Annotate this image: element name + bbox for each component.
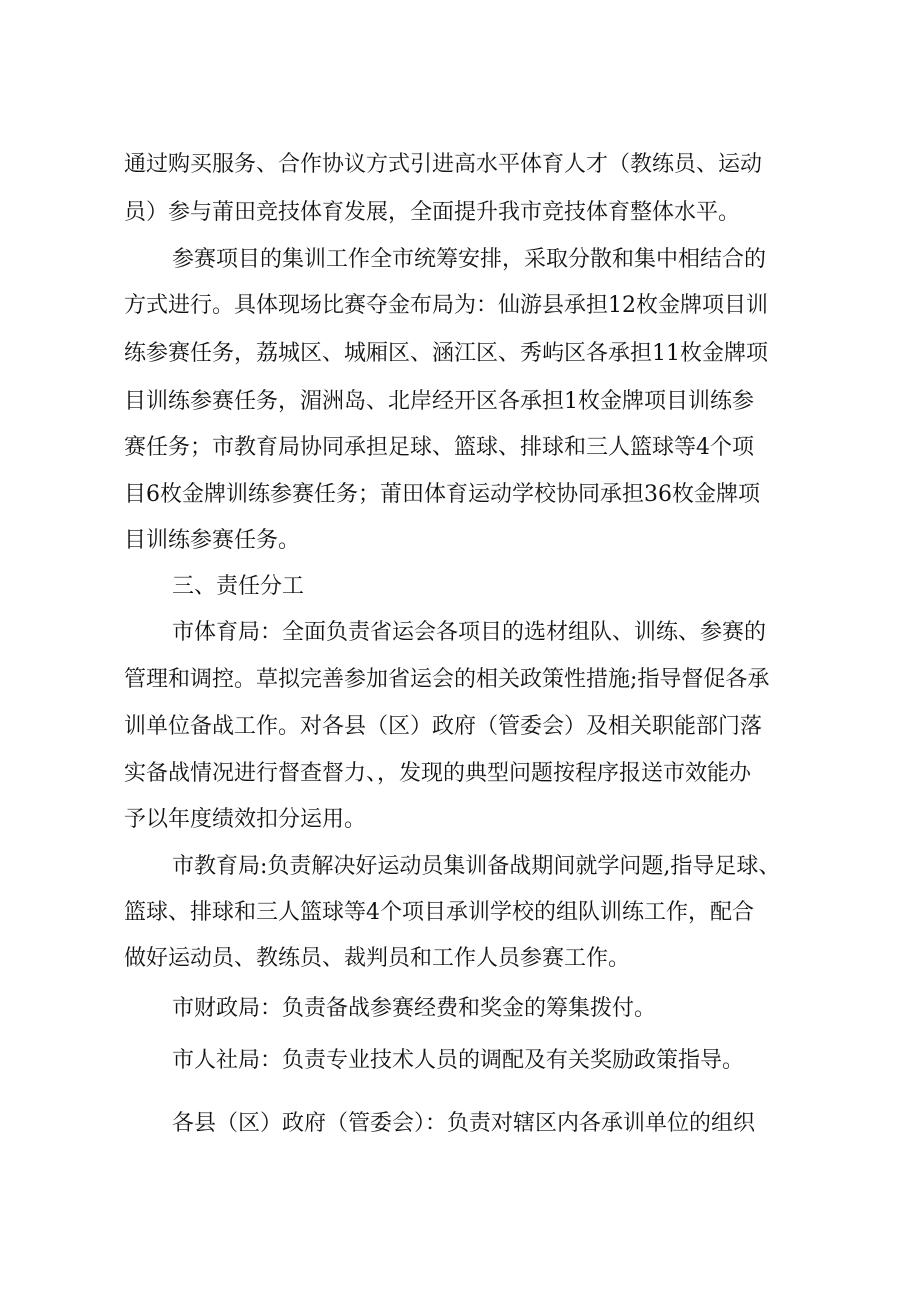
para2-line6: 目6枚金牌训练参赛任务；莆田体育运动学校协同承担36枚金牌项 <box>124 482 760 507</box>
para2-line2: 方式进行。具体现场比赛夺金布局为：仙游县承担12枚金牌项目训 <box>124 293 768 318</box>
sports-bureau-line3: 训单位备战工作。对各县（区）政府（管委会）及相关职能部门落 <box>124 714 763 739</box>
para2-line5: 赛任务；市教育局协同承担足球、篮球、排球和三人篮球等4个项 <box>124 435 754 460</box>
county-gov-line: 各县（区）政府（管委会）：负责对辖区内各承训单位的组织 <box>172 1111 756 1136</box>
para1-line2: 员）参与莆田竞技体育发展，全面提升我市竞技体育整体水平。 <box>124 200 741 225</box>
sports-bureau-line1: 市体育局：全面负责省运会各项目的选材组队、训练、参赛的 <box>172 620 767 645</box>
sports-bureau-line5: 予以年度绩效扣分运用。 <box>124 807 367 832</box>
para2-line4: 目训练参赛任务，湄洲岛、北岸经开区各承担1枚金牌项目训练参 <box>124 389 754 414</box>
hr-bureau-line: 市人社局：负责专业技术人员的调配及有关奖励政策指导。 <box>172 1048 745 1073</box>
para2-line7: 目训练参赛任务。 <box>124 528 301 553</box>
education-bureau-line2: 篮球、排球和三人篮球等4个项目承训学校的组队训练工作，配合 <box>124 900 754 925</box>
para2-line1: 参赛项目的集训工作全市统筹安排，采取分散和集中相结合的 <box>172 247 767 272</box>
para1-line1: 通过购买服务、合作协议方式引进高水平体育人才（教练员、运动 <box>124 152 763 177</box>
education-bureau-line1: 市教育局:负责解决好运动员集训备战期间就学问题,指导足球、 <box>172 854 781 879</box>
para2-line3: 练参赛任务，荔城区、城厢区、涵江区、秀屿区各承担11枚金牌项 <box>124 341 768 366</box>
section-heading: 三、责任分工 <box>172 574 305 599</box>
sports-bureau-line4: 实备战情况进行督查督力、，发现的典型问题按程序报送市效能办 <box>124 761 752 786</box>
education-bureau-line3: 做好运动员、教练员、裁判员和工作人员参赛工作。 <box>124 946 631 971</box>
finance-bureau-line: 市财政局：负责备战参赛经费和奖金的筹集拨付。 <box>172 996 657 1021</box>
sports-bureau-line2: 管理和调控。草拟完善参加省运会的相关政策性措施;指导督促各承 <box>124 667 770 692</box>
